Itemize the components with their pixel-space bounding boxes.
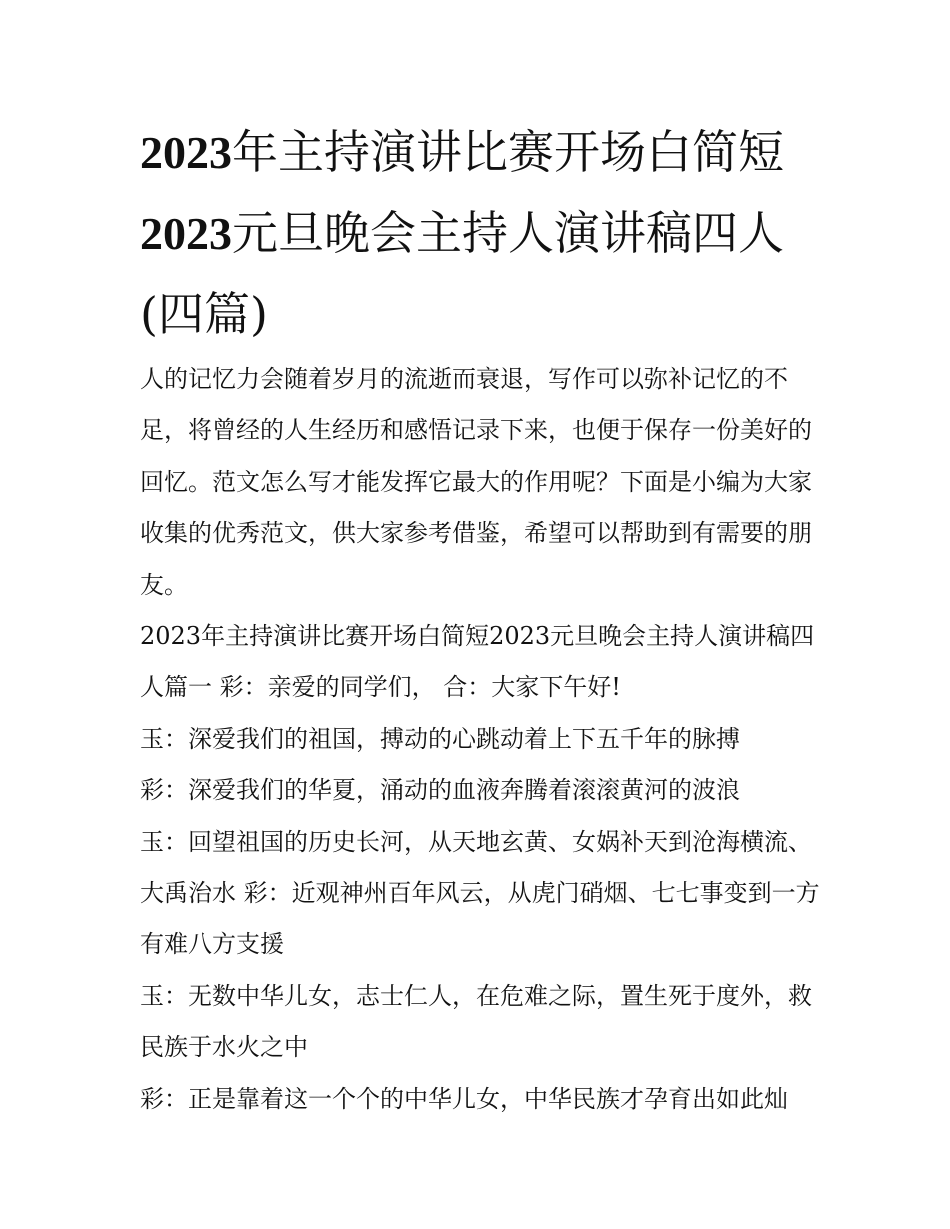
dialogue-line: 彩：正是靠着这一个个的中华儿女，中华民族才孕育出如此灿 xyxy=(140,1084,788,1113)
document-body xyxy=(140,354,820,1125)
section-heading: 2023年主持演讲比赛开场白简短2023元旦晚会主持人演讲稿四人篇一 彩：亲爱的同学们， 合：大家下午好! xyxy=(140,622,815,702)
title-text-2: 元旦晚会主持人演讲稿四人(四篇) xyxy=(140,206,784,341)
dialogue-line: 玉：回望祖国的历史长河，从天地玄黄、女娲补天到沧海横流、大禹治水 彩：近观神州百年风云，从虎门硝烟、七七事变到一方有难八方支援 xyxy=(140,827,820,959)
dialogue-line: 玉：无数中华儿女，志士仁人，在危难之际，置生死于度外，救民族于水火之中 xyxy=(140,981,812,1062)
dialogue-line: 彩：深爱我们的华夏，涌动的血液奔腾着滚滚黄河的波浪 xyxy=(140,776,740,805)
title-year-1: 2023 xyxy=(140,127,232,178)
document-title xyxy=(140,112,820,354)
intro-paragraph: 人的记忆力会随着岁月的流逝而衰退，写作可以弥补记忆的不足，将曾经的人生经历和感悟记录下来，也便于保存一份美好的回忆。范文怎么写才能发挥它最大的作用呢？下面是小编为大家收集的优秀范文，供大家参考借鉴，希望可以帮助到有需要的朋友。 xyxy=(140,365,812,599)
dialogue-line: 玉：深爱我们的祖国，搏动的心跳动着上下五千年的脉搏 xyxy=(140,724,740,753)
title-year-2: 2023 xyxy=(140,208,232,259)
title-text-1: 年主持演讲比赛开场白简短 xyxy=(232,125,784,179)
